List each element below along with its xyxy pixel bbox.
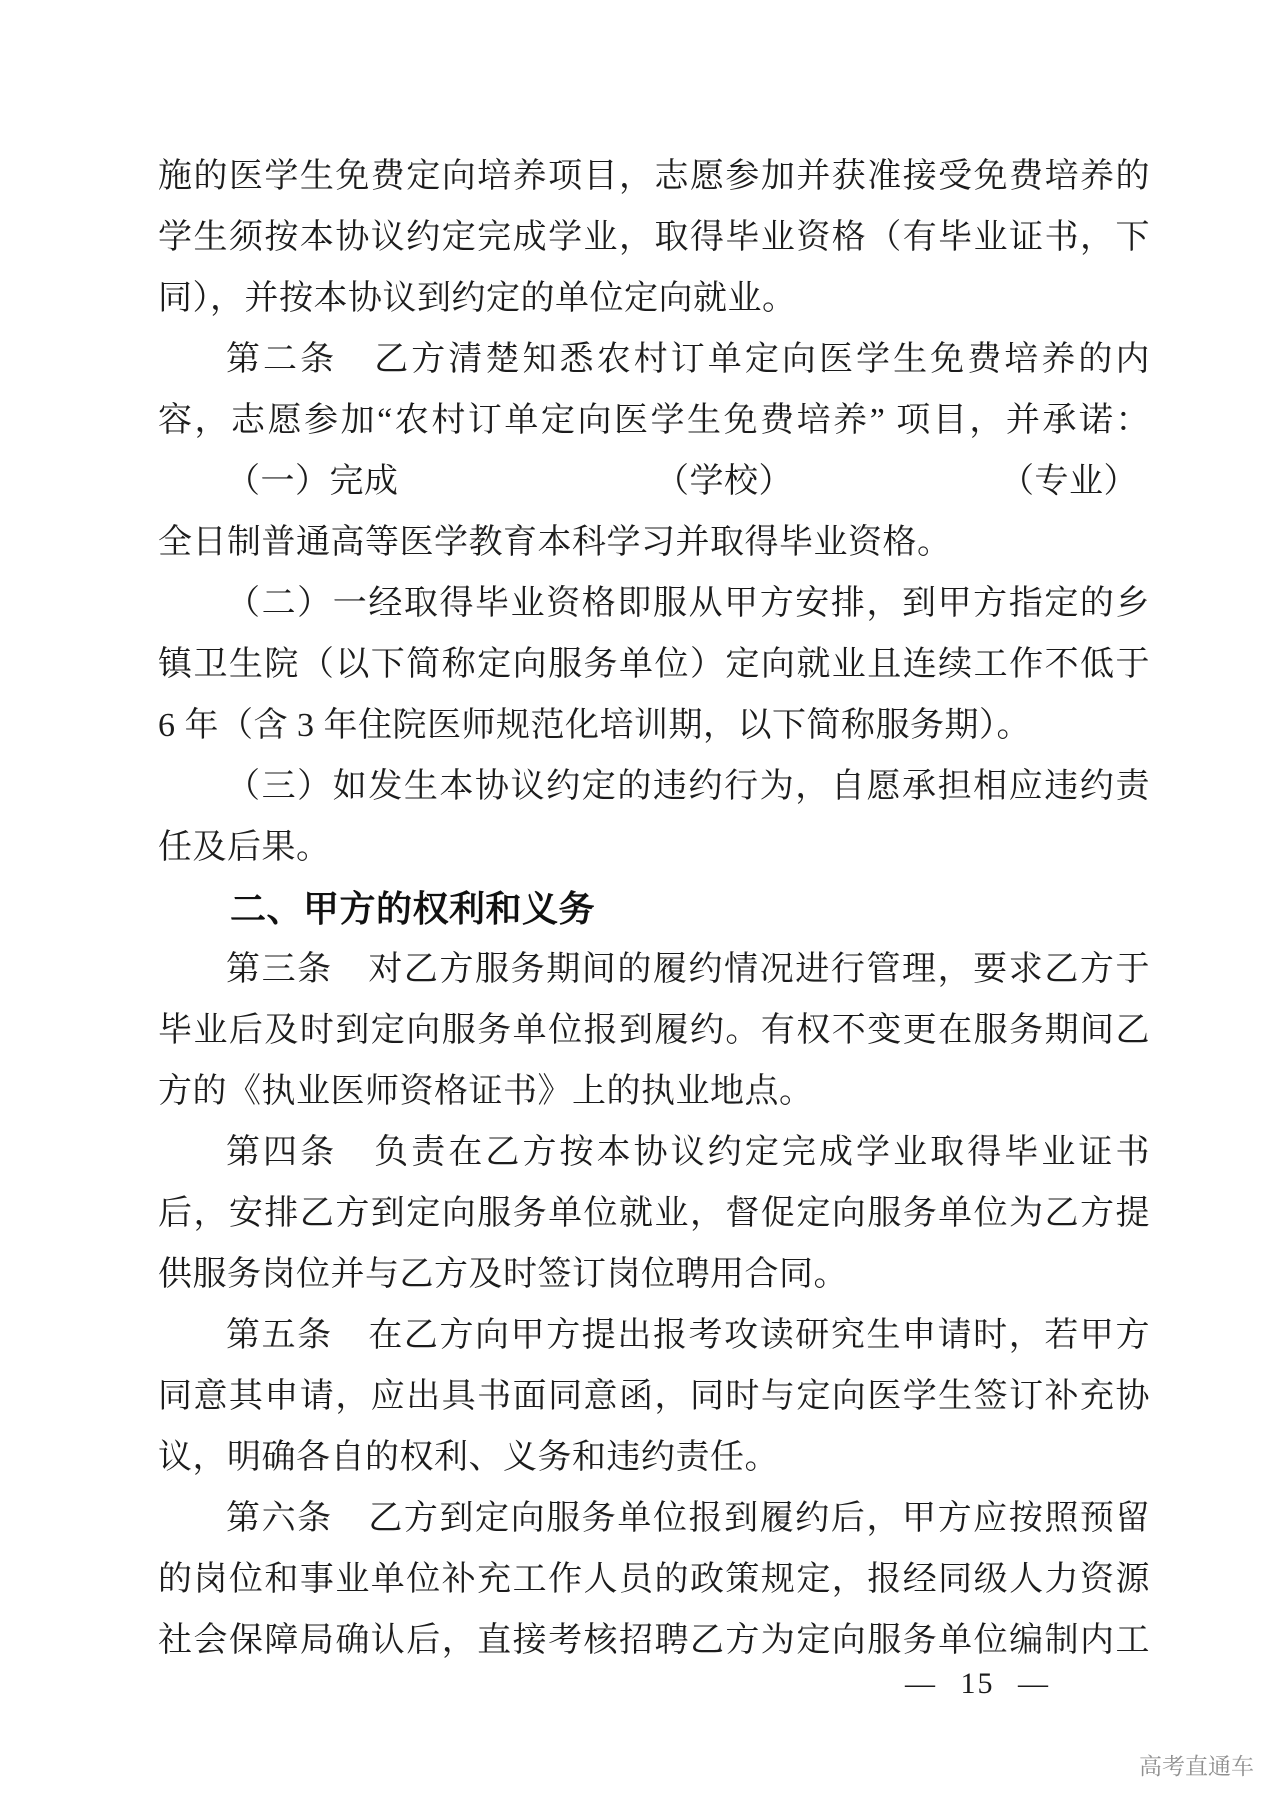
- document-line: 议，明确各自的权利、义务和违约责任。: [158, 1439, 779, 1476]
- document-line: 同意其申请，应出具书面同意函，同时与定向医学生签订补充协: [158, 1378, 1150, 1415]
- document-line: 同），并按本协议到约定的单位定向就业。: [158, 280, 797, 317]
- fill-in-school-label: （学校）: [655, 463, 793, 500]
- document-line-article-2: 第二条 乙方清楚知悉农村订单定向医学生免费培养的内: [226, 341, 1150, 378]
- page-number: — 15 —: [905, 1667, 1050, 1700]
- document-line-item-2: （二）一经取得毕业资格即服从甲方安排，到甲方指定的乡: [226, 585, 1150, 622]
- document-line-article-4: 第四条 负责在乙方按本协议约定完成学业取得毕业证书: [226, 1134, 1150, 1171]
- fill-in-completed-label: （一）完成: [226, 463, 399, 500]
- document-line: 全日制普通高等医学教育本科学习并取得毕业资格。: [158, 524, 952, 561]
- document-line: 方的《执业医师资格证书》上的执业地点。: [158, 1073, 814, 1110]
- document-line: 社会保障局确认后，直接考核招聘乙方为定向服务单位编制内工: [158, 1622, 1150, 1659]
- document-line: 供服务岗位并与乙方及时签订岗位聘用合同。: [158, 1256, 848, 1293]
- document-line-item-3: （三）如发生本协议约定的违约行为，自愿承担相应违约责: [226, 768, 1150, 805]
- document-line: 毕业后及时到定向服务单位报到履约。有权不变更在服务期间乙: [158, 1012, 1150, 1049]
- document-line: 6 年（含 3 年住院医师规范化培训期，以下简称服务期）。: [158, 707, 1031, 744]
- document-line: 学生须按本协议约定完成学业，取得毕业资格（有毕业证书，下: [158, 219, 1150, 256]
- document-line: 施的医学生免费定向培养项目，志愿参加并获准接受免费培养的: [158, 158, 1150, 195]
- fill-in-major-label: （专业）: [1000, 463, 1138, 500]
- document-line: 后，安排乙方到定向服务单位就业，督促定向服务单位为乙方提: [158, 1195, 1150, 1232]
- document-line-article-3: 第三条 对乙方服务期间的履约情况进行管理，要求乙方于: [226, 951, 1150, 988]
- document-body: [158, 146, 1150, 1671]
- document-line: 任及后果。: [158, 829, 331, 866]
- document-line: 容，志愿参加“农村订单定向医学生免费培养” 项目，并承诺：: [158, 402, 1150, 439]
- document-line-article-5: 第五条 在乙方向甲方提出报考攻读研究生申请时，若甲方: [226, 1317, 1150, 1354]
- document-line: 的岗位和事业单位补充工作人员的政策规定，报经同级人力资源: [158, 1561, 1150, 1598]
- document-line-article-6: 第六条 乙方到定向服务单位报到履约后，甲方应按照预留: [226, 1500, 1150, 1537]
- watermark-gaokao-zhitongche: 高考直通车: [1139, 1753, 1254, 1779]
- fill-in-blank-line: [158, 451, 1150, 512]
- document-line: 镇卫生院（以下简称定向服务单位）定向就业且连续工作不低于: [158, 646, 1150, 683]
- section-heading-party-a-rights: 二、甲方的权利和义务: [230, 888, 596, 929]
